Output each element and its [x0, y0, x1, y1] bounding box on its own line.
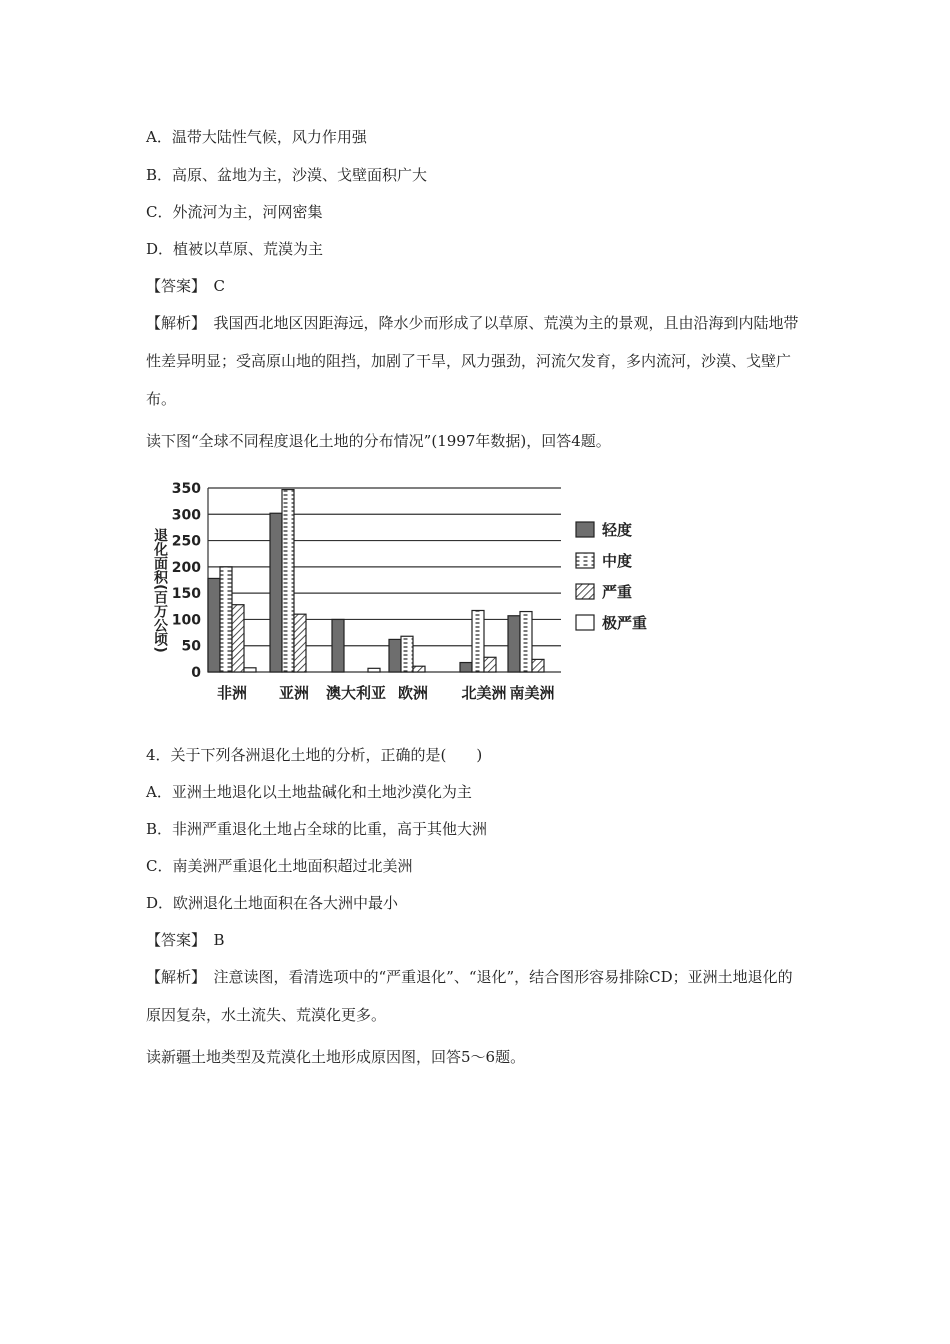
q3-option-c: C．外流河为主，河网密集	[146, 203, 323, 221]
x-tick-label: 欧洲	[397, 684, 429, 702]
legend-swatch	[576, 522, 594, 537]
q3-answer: 【答案】 C	[146, 277, 225, 295]
bar	[270, 513, 282, 672]
x-tick-label: 北美洲	[461, 684, 507, 702]
y-tick-label: 0	[191, 665, 201, 681]
bar	[401, 636, 413, 672]
x-tick-label: 非洲	[216, 684, 248, 702]
chart-svg	[146, 476, 576, 708]
y-tick-label: 200	[171, 559, 201, 576]
legend-label: 极严重	[602, 614, 648, 632]
bar	[460, 663, 472, 672]
y-tick-label: 50	[181, 638, 201, 655]
legend-swatch	[576, 584, 594, 599]
q5-6-intro: 读新疆土地类型及荒漠化土地形成原因图，回答5～6题。	[146, 1048, 526, 1066]
q3-option-a: A．温带大陆性气候，风力作用强	[146, 128, 367, 146]
y-tick-label: 300	[171, 507, 201, 524]
q3-analysis: 【解析】 我国西北地区因距海远，降水少而形成了以草原、荒漠为主的景观，且由沿海到内陆地带性差异明显；受高原山地的阻挡，加剧了干旱，风力强劲，河流欠发育，多内流河，沙漠、戈壁广布。	[146, 314, 799, 408]
q3-option-b: B．高原、盆地为主，沙漠、戈壁面积广大	[146, 166, 428, 184]
bar	[472, 610, 484, 672]
chart-legend	[574, 514, 694, 644]
bar	[232, 605, 244, 672]
bar	[520, 612, 532, 672]
q3-option-d: D．植被以草原、荒漠为主	[146, 240, 324, 258]
bar	[208, 578, 220, 672]
bar	[532, 659, 544, 672]
q4-answer: 【答案】 B	[146, 931, 225, 949]
degraded-land-chart	[146, 476, 576, 708]
bar	[294, 614, 306, 672]
q4-intro: 读下图“全球不同程度退化土地的分布情况”(1997年数据)，回答4题。	[146, 432, 611, 450]
bar	[282, 490, 294, 672]
legend-label: 轻度	[602, 521, 633, 539]
y-tick-label: 100	[171, 612, 201, 629]
bar	[332, 619, 344, 672]
bar	[484, 657, 496, 672]
legend-label: 中度	[602, 552, 633, 570]
bar	[220, 567, 232, 672]
bar	[389, 639, 401, 672]
bar	[413, 666, 425, 672]
bar	[244, 668, 256, 672]
q4-option-c: C．南美洲严重退化土地面积超过北美洲	[146, 857, 413, 875]
x-tick-label: 亚洲	[278, 684, 310, 702]
x-tick-label: 南美洲	[509, 684, 555, 702]
y-tick-label: 350	[171, 481, 201, 497]
q4-option-a: A．亚洲土地退化以土地盐碱化和土地沙漠化为主	[146, 783, 472, 801]
y-tick-label: 250	[171, 533, 201, 550]
y-axis-label: 退化面积(百万公顷)	[152, 528, 168, 653]
legend-swatch	[576, 615, 594, 630]
legend-svg	[574, 514, 694, 644]
q4-option-d: D．欧洲退化土地面积在各大洲中最小	[146, 894, 399, 912]
q4-option-b: B．非洲严重退化土地占全球的比重，高于其他大洲	[146, 820, 488, 838]
x-tick-label: 澳大利亚	[325, 684, 387, 702]
legend-swatch	[576, 553, 594, 568]
q4-analysis: 【解析】 注意读图，看清选项中的“严重退化”、“退化”，结合图形容易排除CD；亚洲土地退化的原因复杂，水土流失、荒漠化更多。	[146, 968, 793, 1024]
q4-stem: 4．关于下列各洲退化土地的分析，正确的是( )	[146, 746, 483, 764]
y-tick-label: 150	[171, 586, 201, 603]
bar	[508, 616, 520, 672]
legend-label: 严重	[602, 583, 633, 601]
bar	[368, 668, 380, 672]
